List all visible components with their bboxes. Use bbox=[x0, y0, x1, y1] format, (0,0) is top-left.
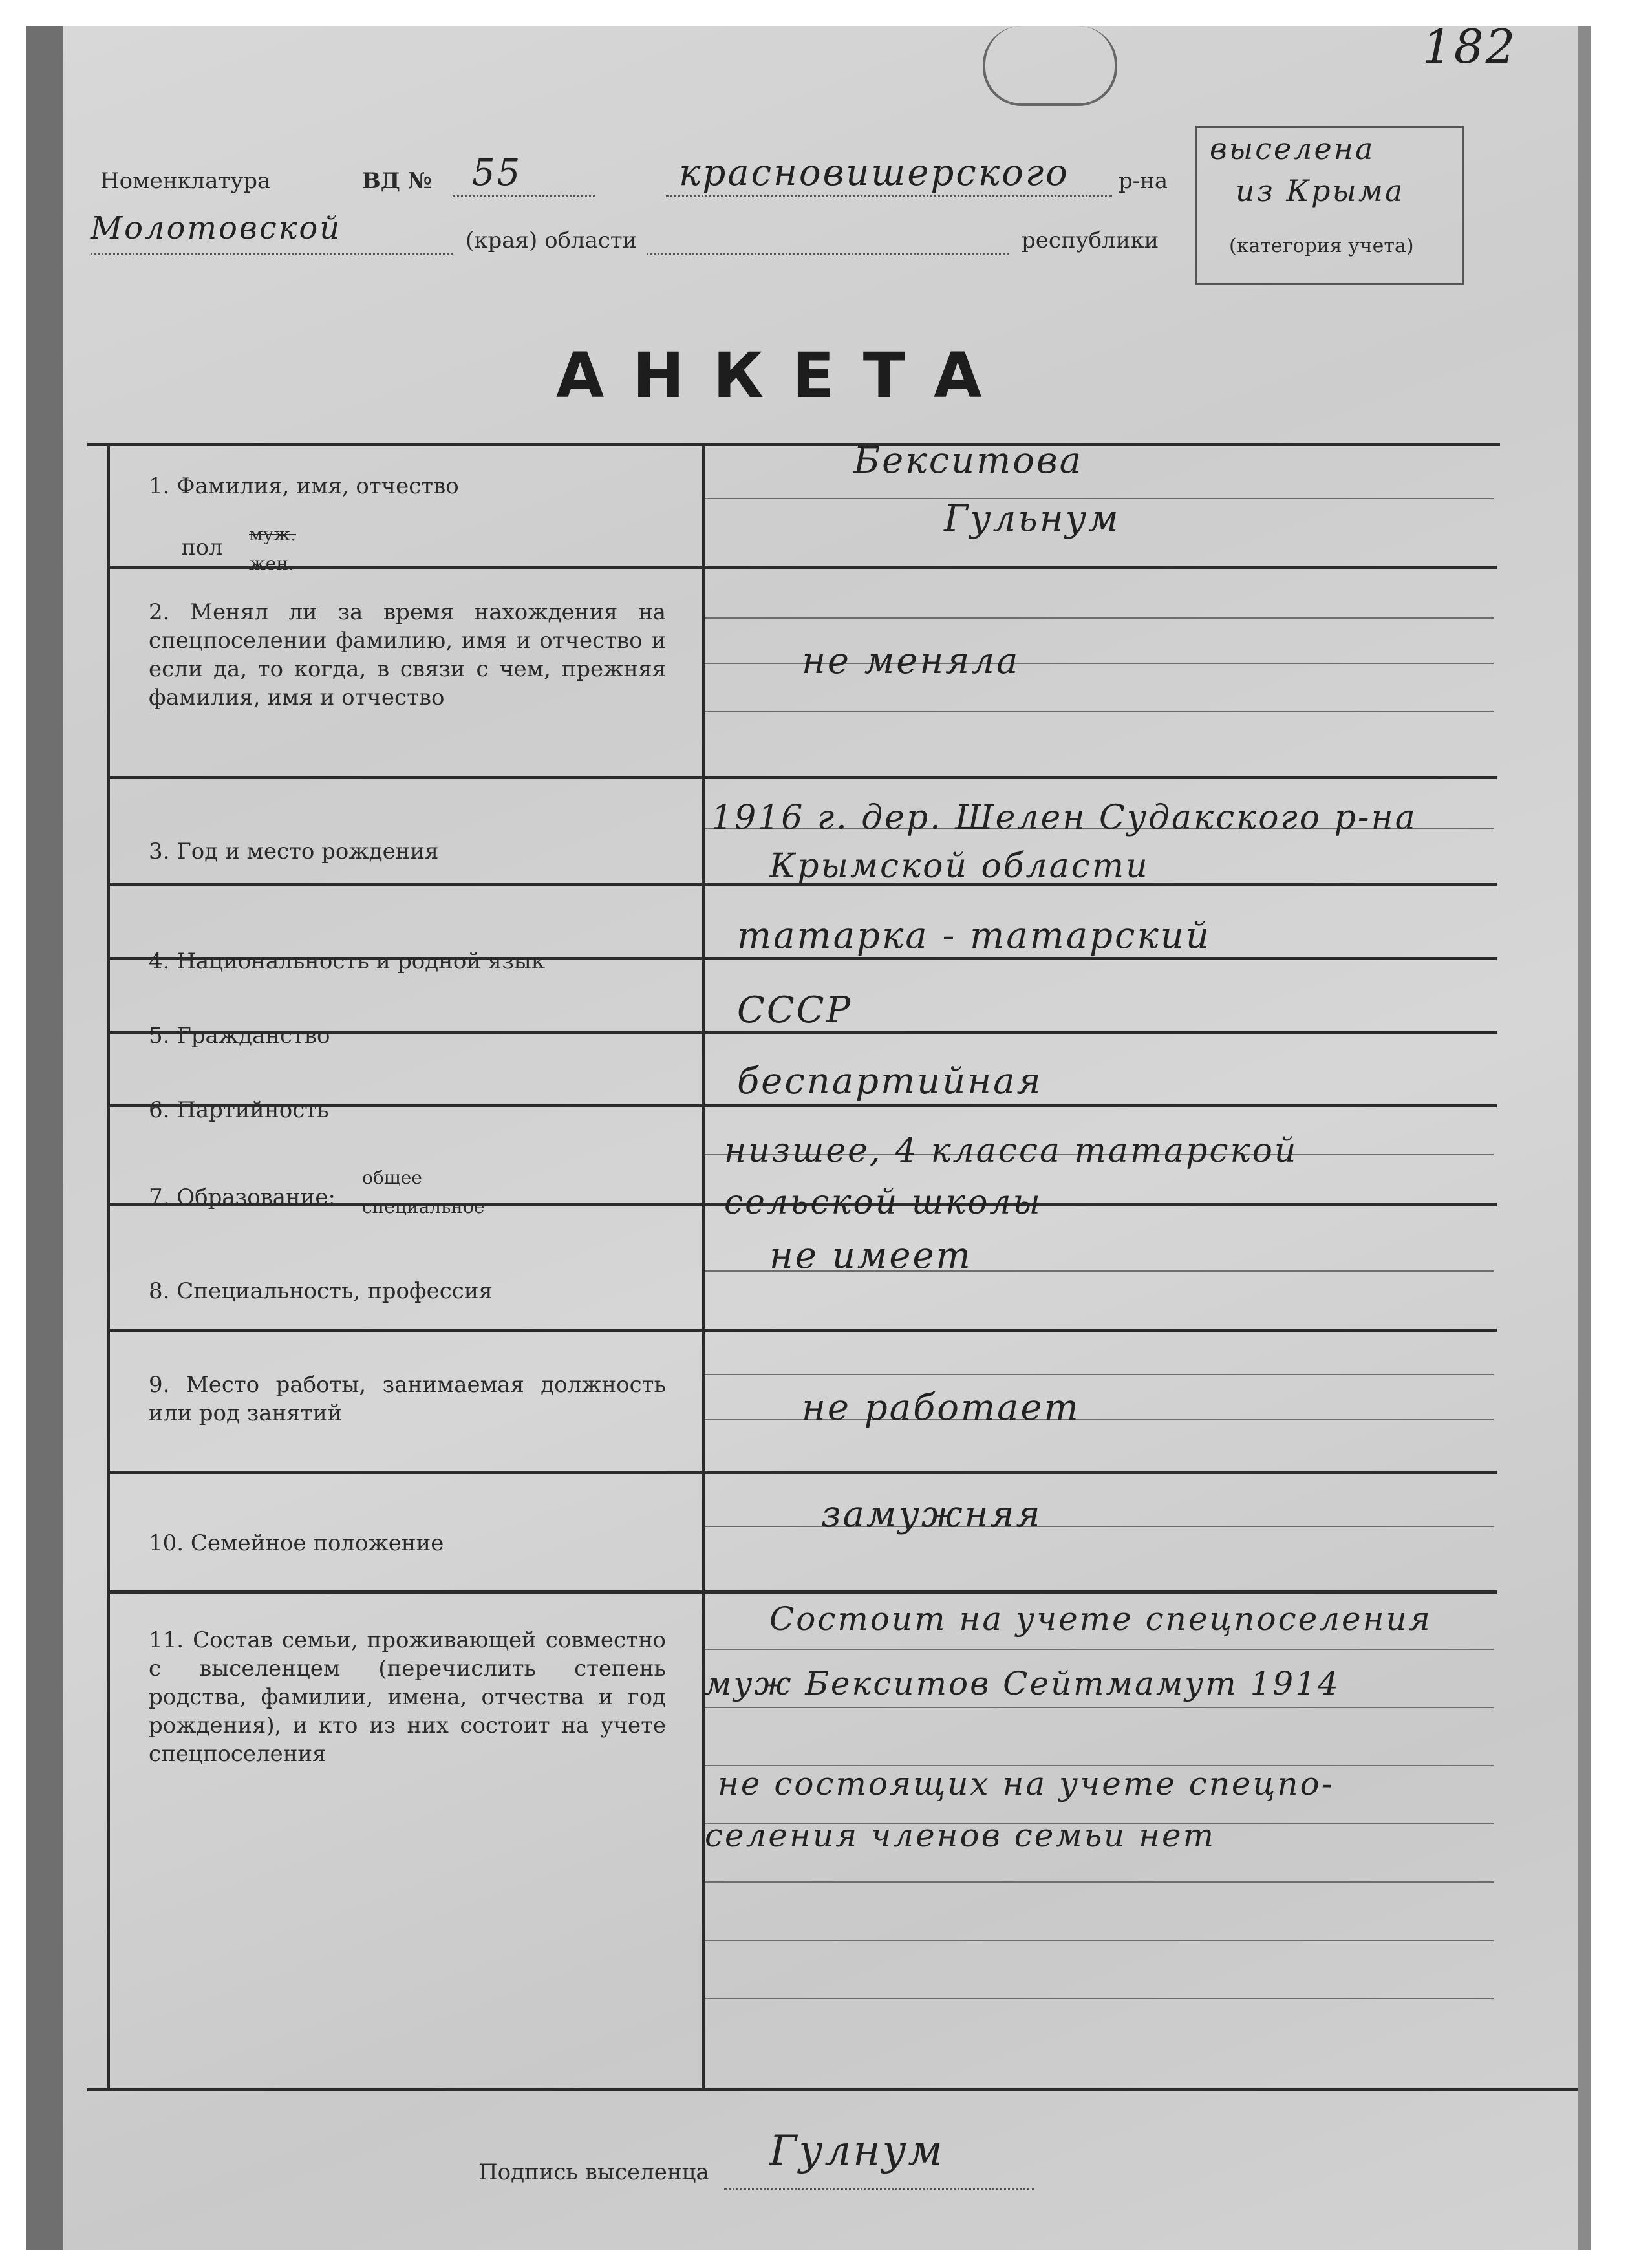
question-10: 10. Семейное положение bbox=[149, 1530, 444, 1556]
oblast-handwritten: Молотовской bbox=[91, 210, 342, 246]
district-handwritten: красновишерского bbox=[679, 152, 1069, 194]
question-8: 8. Специальность, профессия bbox=[149, 1278, 493, 1304]
answer-1-name: Гульнум bbox=[944, 498, 1120, 540]
answer-8: не имеет bbox=[769, 1235, 972, 1277]
question-2: 2. Менял ли за время нахождения на спецпоселении фамилию, имя и отчество и если да, то когда, в связи с чем, прежняя фамилия, имя и отчество bbox=[149, 599, 666, 711]
category-label: (категория учета) bbox=[1229, 235, 1414, 257]
sex-label: пол bbox=[181, 535, 223, 561]
republic-label: республики bbox=[1022, 228, 1159, 253]
answer-3-line-2: Крымской области bbox=[769, 847, 1150, 886]
district-suffix: р-на bbox=[1119, 168, 1168, 194]
question-9: 9. Место работы, занимаемая должность или род занятий bbox=[149, 1372, 666, 1426]
vd-number: 55 bbox=[472, 152, 522, 194]
answer-11-line-1: Состоит на учете спецпоселения bbox=[769, 1600, 1432, 1638]
answer-7-line-1: низшее, 4 класса татарской bbox=[724, 1131, 1298, 1170]
question-4: 4. Национальность и родной язык bbox=[149, 948, 546, 974]
answer-7-line-2: сельской школы bbox=[724, 1183, 1042, 1222]
question-1: 1. Фамилия, имя, отчество bbox=[149, 473, 459, 499]
vd-label: ВД № bbox=[362, 168, 432, 194]
krai-oblast-label: (края) области bbox=[466, 228, 638, 253]
scan-left-edge bbox=[26, 26, 63, 2250]
signature-label: Подпись выселенца bbox=[478, 2159, 709, 2185]
category-box bbox=[1195, 126, 1464, 285]
answer-6: беспартийная bbox=[737, 1060, 1043, 1102]
sex-male: муж. bbox=[249, 524, 296, 545]
answer-5: СССР bbox=[737, 989, 853, 1031]
sex-female: жен. bbox=[249, 553, 294, 574]
question-7: 7. Образование: bbox=[149, 1184, 336, 1210]
answer-11-line-3: не состоящих на учете спецпо- bbox=[718, 1765, 1334, 1803]
answer-11-line-4: селения членов семьи нет bbox=[705, 1817, 1216, 1854]
answer-3-line-1: 1916 г. дер. Шелен Судакского р-на bbox=[711, 798, 1417, 837]
signature: Гулнум bbox=[769, 2127, 945, 2175]
scanned-page bbox=[26, 26, 1591, 2250]
question-5: 5. Гражданство bbox=[149, 1023, 330, 1049]
answer-2: не меняла bbox=[802, 640, 1020, 682]
question-3: 3. Год и место рождения bbox=[149, 839, 439, 864]
answer-9: не работает bbox=[802, 1387, 1080, 1429]
answer-1-surname: Бекситова bbox=[853, 440, 1083, 482]
scan-right-edge bbox=[1578, 26, 1591, 2250]
education-special: специальное bbox=[362, 1196, 485, 1217]
answer-10: замужняя bbox=[821, 1493, 1042, 1535]
answer-11-line-2: муж Бекситов Сейтмамут 1914 bbox=[705, 1665, 1340, 1702]
answer-4: татарка - татарский bbox=[737, 915, 1211, 957]
stamp-mark bbox=[983, 26, 1117, 106]
question-6: 6. Партийность bbox=[149, 1097, 329, 1123]
question-11: 11. Состав семьи, проживающей совместно с выселенцем (перечислить степень родства, фамилии, имена, отчества и год рождения), и кто из них состоит на учете спецпоселения bbox=[149, 1627, 667, 1767]
nomenclature-label: Номенклатура bbox=[100, 168, 271, 194]
page-title: АНКЕТА bbox=[556, 339, 1011, 412]
category-line-2: из Крыма bbox=[1236, 173, 1405, 208]
page-number: 182 bbox=[1422, 26, 1517, 74]
education-general: общее bbox=[362, 1167, 422, 1188]
category-line-1: выселена bbox=[1210, 131, 1375, 166]
